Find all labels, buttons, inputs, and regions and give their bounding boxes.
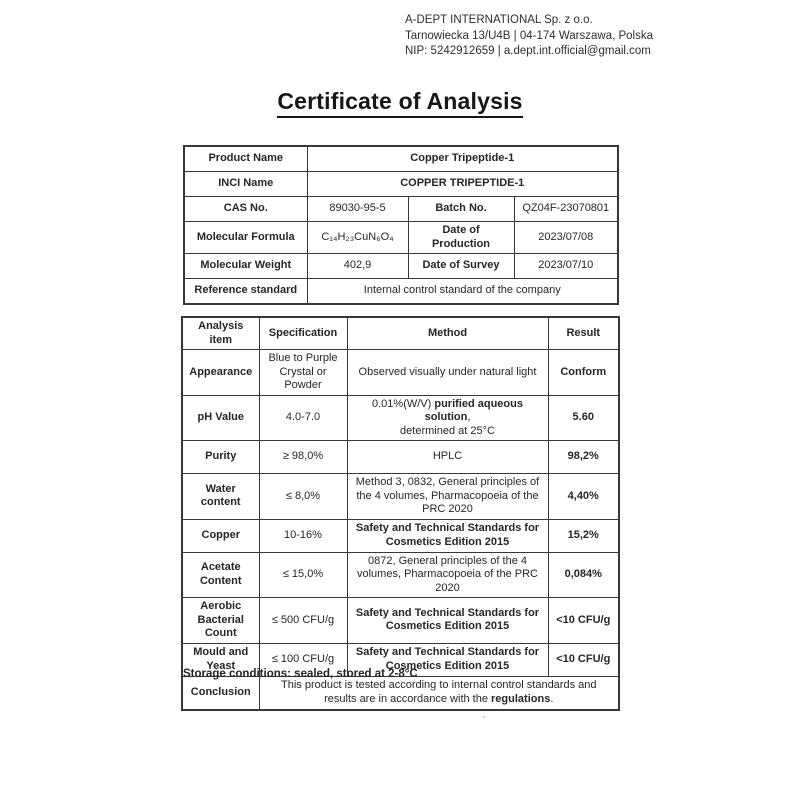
analysis-table-row: [182, 350, 619, 396]
analysis-item-cell: Water content: [182, 474, 259, 520]
info-value-cell: Internal control standard of the company: [307, 279, 618, 305]
info-value-cell: QZ04F-23070801: [514, 197, 618, 222]
analysis-table-row: [182, 474, 619, 520]
title-wrap: [0, 88, 800, 118]
analysis-header-cell: Specification: [259, 317, 347, 350]
page-title: Certificate of Analysis: [277, 88, 522, 118]
analysis-table-row: [182, 598, 619, 644]
text-segment: HPLC: [432, 450, 463, 463]
info-table-row: [184, 172, 618, 197]
company-contact: NIP: 5242912659 | a.dept.int.official@gmail.com: [405, 45, 651, 57]
info-label-cell: Molecular Formula: [184, 222, 307, 254]
analysis-table-header-row: [182, 317, 619, 350]
analysis-item-cell: Mould and Yeast: [182, 643, 259, 676]
analysis-table-row: [182, 441, 619, 474]
conclusion-text-cell: [259, 676, 619, 710]
method-cell: [347, 519, 548, 552]
info-table-row: [184, 222, 618, 254]
info-table-body: [184, 146, 618, 304]
conclusion-row: [182, 676, 619, 710]
product-info-table: [183, 145, 619, 305]
info-label-cell: Copper Tripeptide-1: [307, 146, 618, 172]
info-value-cell: 2023/07/10: [514, 254, 618, 279]
analysis-header-cell: Method: [347, 317, 548, 350]
company-address: Tarnowiecka 13/U4B | 04-174 Warszawa, Polska: [405, 29, 654, 42]
storage-conditions-note: Storage conditions: sealed, stored at 2-8°C: [183, 668, 418, 680]
method-cell: [347, 395, 548, 441]
result-cell: 15,2%: [548, 519, 619, 552]
info-label-cell: Batch No.: [408, 197, 514, 222]
specification-cell: ≤ 100 CFU/g: [259, 643, 347, 676]
analysis-table-body: [182, 350, 619, 710]
result-cell: <10 CFU/g: [548, 643, 619, 676]
result-cell: Conform: [548, 350, 619, 396]
specification-cell: 4.0-7.0: [259, 395, 347, 441]
text-segment: Observed visually under natural light: [358, 365, 537, 378]
method-cell: [347, 552, 548, 598]
method-cell: [347, 598, 548, 644]
text-segment: 0872, General principles of the 4 volumes, Pharmacopoeia of the PRC 2020: [357, 554, 538, 594]
result-cell: 98,2%: [548, 441, 619, 474]
info-table-row: [184, 254, 618, 279]
text-segment: purified aqueous solution: [424, 397, 523, 423]
text-segment: Safety and Technical Standards for Cosmetics Edition 2015: [355, 606, 540, 633]
text-segment: This product is tested according to internal control standards and results are in accordance with the: [280, 679, 597, 705]
analysis-item-cell: pH Value: [182, 395, 259, 441]
specification-cell: ≤ 15,0%: [259, 552, 347, 598]
result-cell: <10 CFU/g: [548, 598, 619, 644]
result-cell: 5.60: [548, 395, 619, 441]
method-cell: [347, 441, 548, 474]
analysis-table-row: [182, 395, 619, 441]
info-label-cell: Molecular Weight: [184, 254, 307, 279]
info-label-cell: Date of Production: [408, 222, 514, 254]
info-value-cell: 89030-95-5: [307, 197, 408, 222]
info-table-row: [184, 279, 618, 305]
specification-cell: ≥ 98,0%: [259, 441, 347, 474]
info-value-cell: C₁₄H₂₃CuN₆O₄: [307, 222, 408, 254]
company-name: A-DEPT INTERNATIONAL Sp. z o.o.: [405, 14, 593, 26]
method-cell: [347, 474, 548, 520]
analysis-item-cell: Aerobic Bacterial Count: [182, 598, 259, 644]
info-label-cell: COPPER TRIPEPTIDE-1: [307, 172, 618, 197]
text-segment: .: [550, 692, 554, 705]
method-cell: [347, 350, 548, 396]
analysis-item-cell: Purity: [182, 441, 259, 474]
analysis-item-cell: Appearance: [182, 350, 259, 396]
analysis-header-cell: Analysis item: [182, 317, 259, 350]
specification-cell: ≤ 500 CFU/g: [259, 598, 347, 644]
info-table-row: [184, 146, 618, 172]
info-label-cell: CAS No.: [184, 197, 307, 222]
analysis-item-cell: Copper: [182, 519, 259, 552]
analysis-header-cell: Result: [548, 317, 619, 350]
analysis-item-cell: Acetate Content: [182, 552, 259, 598]
company-header: [405, 13, 653, 60]
text-segment: Safety and Technical Standards for Cosmetics Edition 2015: [355, 646, 540, 672]
info-label-cell: Product Name: [184, 146, 307, 172]
specification-cell: ≤ 8,0%: [259, 474, 347, 520]
result-cell: 0,084%: [548, 552, 619, 598]
info-label-cell: INCI Name: [184, 172, 307, 197]
text-segment: regulations: [491, 692, 551, 705]
result-cell: 4,40%: [548, 474, 619, 520]
info-value-cell: 2023/07/08: [514, 222, 618, 254]
analysis-table-row: [182, 552, 619, 598]
info-label-cell: Date of Survey: [408, 254, 514, 279]
analysis-table-row: [182, 519, 619, 552]
specification-cell: Blue to Purple Crystal or Powder: [259, 350, 347, 396]
info-table-row: [184, 197, 618, 222]
info-label-cell: Reference standard: [184, 279, 307, 305]
text-segment: determined at 25°C: [400, 424, 495, 437]
specification-cell: 10-16%: [259, 519, 347, 552]
text-segment: Safety and Technical Standards for Cosmetics Edition 2015: [355, 522, 540, 548]
conclusion-label-cell: Conclusion: [182, 676, 259, 710]
stray-scan-mark: -: [482, 712, 486, 723]
text-segment: ,: [467, 411, 471, 423]
info-value-cell: 402,9: [307, 254, 408, 279]
text-segment: 0.01%(W/V): [372, 397, 435, 410]
analysis-results-table: [181, 316, 620, 711]
text-segment: Method 3, 0832, General principles of the 4 volumes, Pharmacopoeia of the PRC 2020: [355, 476, 540, 515]
